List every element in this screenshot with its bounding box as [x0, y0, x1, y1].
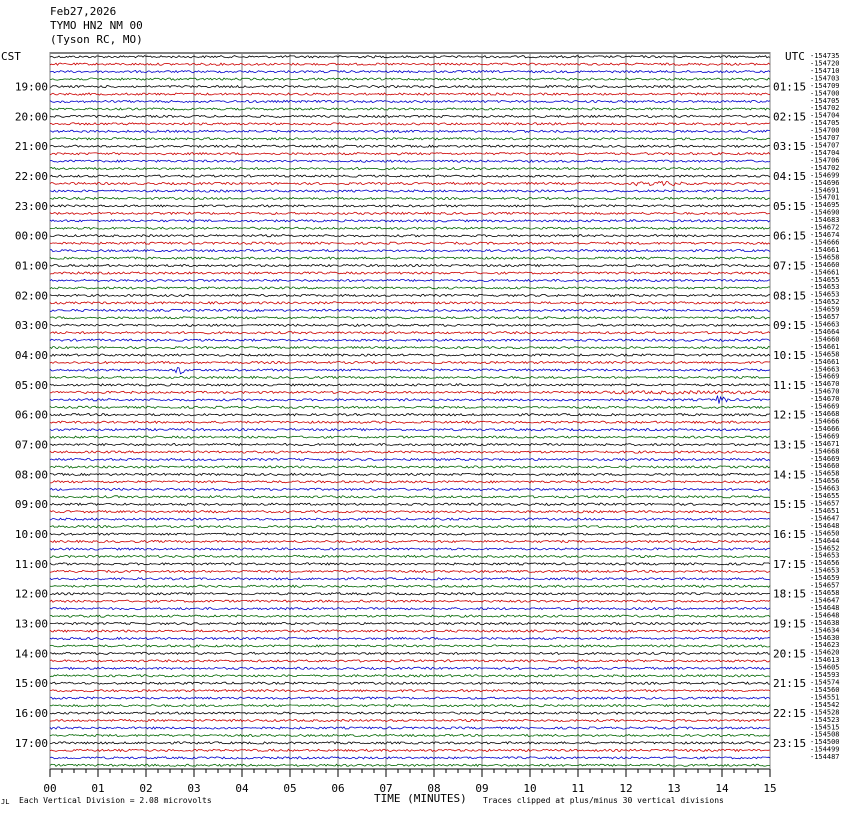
trace-offset-value: -154658 — [810, 253, 840, 262]
left-time-label: 08:00 — [14, 468, 48, 482]
left-time-label: 12:00 — [14, 587, 48, 601]
right-time-label: 11:15 — [773, 378, 807, 392]
trace-offset-value: -154660 — [810, 462, 840, 471]
x-tick-label: 06 — [331, 782, 345, 795]
trace-offset-value: -154661 — [810, 342, 840, 351]
trace-offset-value: -154648 — [810, 603, 840, 612]
left-time-label: 09:00 — [14, 498, 48, 512]
trace-offset-value: -154668 — [810, 447, 840, 456]
trace-offset-value: -154703 — [810, 74, 840, 83]
trace-line — [50, 481, 770, 483]
trace-line — [50, 86, 770, 88]
trace-offset-value: -154623 — [810, 641, 840, 650]
trace-line — [50, 197, 770, 199]
trace-line — [50, 585, 770, 587]
trace-offset-value: -154542 — [810, 700, 840, 709]
right-time-label: 19:15 — [773, 617, 807, 631]
trace-offset-value: -154663 — [810, 365, 840, 374]
trace-offset-value: -154659 — [810, 305, 840, 314]
right-time-label: 09:15 — [773, 319, 807, 333]
trace-offset-value: -154663 — [810, 484, 840, 493]
trace-offset-value: -154696 — [810, 178, 840, 187]
trace-line — [50, 608, 770, 610]
trace-line — [50, 749, 770, 751]
trace-line — [50, 451, 770, 453]
trace-offset-value: -154652 — [810, 298, 840, 307]
trace-line — [50, 623, 770, 625]
vertical-division-note: Each Vertical Division = 2.08 microvolts — [19, 796, 212, 805]
trace-offset-value: -154574 — [810, 678, 840, 687]
trace-line — [50, 205, 770, 207]
trace-line — [50, 368, 770, 374]
trace-offset-value: -154551 — [810, 693, 840, 702]
trace-offset-value: -154666 — [810, 238, 840, 247]
trace-offset-value: -154620 — [810, 648, 840, 657]
trace-line — [50, 190, 770, 192]
left-time-label: 20:00 — [14, 110, 48, 124]
trace-line — [50, 414, 770, 416]
trace-offset-value: -154707 — [810, 141, 840, 150]
trace-offset-value: -154669 — [810, 372, 840, 381]
trace-offset-value: -154634 — [810, 626, 840, 635]
trace-offset-value: -154700 — [810, 89, 840, 98]
trace-line — [50, 675, 770, 677]
right-time-label: 17:15 — [773, 557, 807, 571]
trace-offset-value: -154500 — [810, 738, 840, 747]
trace-line — [50, 287, 770, 289]
x-tick-label: 04 — [235, 782, 249, 795]
trace-offset-value: -154657 — [810, 581, 840, 590]
trace-line — [50, 123, 770, 125]
trace-line — [50, 705, 770, 707]
trace-offset-value: -154668 — [810, 410, 840, 418]
x-tick-label: 13 — [667, 782, 681, 795]
trace-line — [50, 511, 770, 513]
clip-note: Traces clipped at plus/minus 30 vertical divisions — [483, 796, 724, 805]
plot-date: Feb27,2026 — [50, 5, 117, 18]
trace-line — [50, 391, 770, 394]
trace-line — [50, 361, 770, 363]
trace-line — [50, 108, 770, 110]
trace-line — [50, 488, 770, 490]
x-tick-label: 01 — [91, 782, 105, 795]
trace-line — [50, 682, 770, 684]
right-time-label: 07:15 — [773, 259, 807, 273]
trace-line — [50, 630, 770, 632]
trace-offset-value: -154701 — [810, 193, 840, 202]
trace-offset-value: -154705 — [810, 119, 840, 128]
trace-line — [50, 667, 770, 669]
trace-line — [50, 242, 770, 244]
trace-line — [50, 645, 770, 647]
trace-offset-value: -154704 — [810, 148, 840, 157]
trace-offset-value: -154658 — [810, 589, 840, 597]
trace-offset-value: -154528 — [810, 708, 840, 717]
trace-line — [50, 697, 770, 699]
trace-line — [50, 473, 770, 475]
left-time-label: 19:00 — [14, 80, 48, 94]
x-tick-label: 11 — [571, 782, 585, 795]
trace-line — [50, 160, 770, 162]
trace-line — [50, 145, 770, 147]
trace-line — [50, 496, 770, 498]
trace-offset-value: -154661 — [810, 245, 840, 254]
trace-offset-value: -154669 — [810, 432, 840, 441]
cst-label: CST — [1, 50, 21, 63]
x-tick-label: 14 — [715, 782, 729, 795]
trace-line — [50, 181, 770, 185]
trace-line — [50, 757, 770, 759]
trace-line — [50, 764, 770, 766]
trace-offset-value: -154735 — [810, 52, 840, 60]
trace-line — [50, 324, 770, 326]
trace-offset-value: -154647 — [810, 514, 840, 523]
trace-offset-value: -154705 — [810, 96, 840, 105]
trace-offset-value: -154683 — [810, 216, 840, 225]
trace-line — [50, 466, 770, 468]
right-time-label: 20:15 — [773, 647, 807, 661]
right-time-label: 04:15 — [773, 170, 807, 184]
trace-offset-value: -154658 — [810, 469, 840, 478]
left-time-label: 23:00 — [14, 199, 48, 213]
trace-line — [50, 396, 770, 404]
trace-offset-value: -154499 — [810, 745, 840, 754]
trace-line — [50, 563, 770, 565]
trace-offset-value: -154613 — [810, 656, 840, 665]
trace-offset-value: -154702 — [810, 104, 840, 113]
trace-offset-value: -154669 — [810, 454, 840, 463]
trace-line — [50, 406, 770, 408]
trace-offset-value: -154709 — [810, 81, 840, 90]
trace-line — [50, 56, 770, 58]
trace-line — [50, 555, 770, 557]
trace-line — [50, 279, 770, 281]
x-tick-label: 12 — [619, 782, 633, 795]
trace-line — [50, 235, 770, 237]
x-axis-title: TIME (MINUTES) — [374, 792, 467, 805]
trace-offset-value: -154707 — [810, 134, 840, 143]
x-tick-label: 02 — [139, 782, 153, 795]
trace-offset-value: -154653 — [810, 290, 840, 299]
right-time-label: 15:15 — [773, 498, 807, 512]
right-time-label: 14:15 — [773, 468, 807, 482]
trace-line — [50, 503, 770, 505]
trace-line — [50, 153, 770, 155]
trace-offset-value: -154653 — [810, 551, 840, 560]
trace-offset-value: -154647 — [810, 596, 840, 605]
left-time-label: 04:00 — [14, 349, 48, 363]
trace-offset-value: -154690 — [810, 208, 840, 217]
trace-line — [50, 742, 770, 744]
trace-line — [50, 347, 770, 349]
trace-offset-value: -154672 — [810, 223, 840, 232]
trace-line — [50, 78, 770, 80]
trace-line — [50, 593, 770, 595]
x-tick-label: 00 — [43, 782, 57, 795]
trace-line — [50, 227, 770, 229]
trace-line — [50, 376, 770, 378]
trace-line — [50, 421, 770, 423]
left-time-label: 03:00 — [14, 319, 48, 333]
trace-offset-value: -154605 — [810, 663, 840, 672]
trace-line — [50, 548, 770, 550]
footer-mark: JL — [1, 798, 10, 806]
trace-line — [50, 712, 770, 714]
left-time-label: 05:00 — [14, 378, 48, 392]
trace-offset-value: -154658 — [810, 350, 840, 359]
trace-offset-value: -154652 — [810, 544, 840, 553]
left-time-label: 22:00 — [14, 170, 48, 184]
trace-offset-value: -154699 — [810, 171, 840, 180]
trace-line — [50, 734, 770, 736]
trace-offset-value: -154515 — [810, 723, 840, 732]
trace-line — [50, 719, 770, 721]
trace-line — [50, 339, 770, 341]
x-tick-label: 03 — [187, 782, 201, 795]
trace-offset-value: -154560 — [810, 685, 840, 694]
trace-offset-value: -154704 — [810, 111, 840, 120]
station-location: (Tyson RC, MO) — [50, 33, 143, 46]
left-time-label: 11:00 — [14, 557, 48, 571]
trace-line — [50, 518, 770, 520]
left-time-label: 06:00 — [14, 408, 48, 422]
trace-line — [50, 637, 770, 639]
trace-line — [50, 540, 770, 542]
trace-offset-value: -154648 — [810, 521, 840, 530]
right-time-label: 22:15 — [773, 707, 807, 721]
trace-offset-value: -154659 — [810, 574, 840, 583]
trace-line — [50, 660, 770, 662]
trace-line — [50, 265, 770, 267]
trace-line — [50, 250, 770, 252]
trace-line — [50, 600, 770, 602]
trace-line — [50, 354, 770, 356]
trace-offset-value: -154656 — [810, 559, 840, 568]
right-time-label: 13:15 — [773, 438, 807, 452]
trace-offset-value: -154630 — [810, 633, 840, 642]
right-time-label: 23:15 — [773, 736, 807, 750]
trace-offset-value: -154664 — [810, 327, 840, 336]
left-time-label: 17:00 — [14, 736, 48, 750]
right-time-label: 16:15 — [773, 528, 807, 542]
right-time-label: 05:15 — [773, 199, 807, 213]
x-tick-label: 09 — [475, 782, 489, 795]
trace-line — [50, 212, 770, 214]
trace-offset-value: -154661 — [810, 268, 840, 277]
trace-line — [50, 130, 770, 132]
trace-offset-value: -154638 — [810, 618, 840, 627]
trace-line — [50, 690, 770, 692]
left-time-label: 15:00 — [14, 677, 48, 691]
x-tick-label: 05 — [283, 782, 297, 795]
trace-offset-value: -154523 — [810, 715, 840, 724]
trace-offset-value: -154655 — [810, 492, 840, 501]
trace-line — [50, 168, 770, 170]
trace-line — [50, 570, 770, 572]
trace-offset-value: -154720 — [810, 59, 840, 68]
trace-line — [50, 138, 770, 140]
trace-offset-value: -154656 — [810, 477, 840, 486]
trace-offset-value: -154660 — [810, 260, 840, 269]
left-time-label: 07:00 — [14, 438, 48, 452]
x-tick-label: 08 — [427, 782, 441, 795]
trace-offset-value: -154695 — [810, 201, 840, 210]
right-time-label: 08:15 — [773, 289, 807, 303]
trace-offset-value: -154661 — [810, 357, 840, 366]
trace-line — [50, 294, 770, 296]
trace-line — [50, 309, 770, 311]
trace-offset-value: -154666 — [810, 424, 840, 433]
trace-offset-value: -154593 — [810, 671, 840, 680]
left-time-label: 02:00 — [14, 289, 48, 303]
x-tick-label: 15 — [763, 782, 777, 795]
trace-line — [50, 615, 770, 617]
trace-line — [50, 100, 770, 102]
left-time-label: 14:00 — [14, 647, 48, 661]
utc-label: UTC — [785, 50, 805, 63]
trace-line — [50, 578, 770, 580]
trace-offset-value: -154666 — [810, 417, 840, 426]
trace-line — [50, 71, 770, 73]
trace-offset-value: -154670 — [810, 395, 840, 404]
right-time-label: 03:15 — [773, 140, 807, 154]
x-tick-label: 10 — [523, 782, 537, 795]
x-tick-label: 07 — [379, 782, 393, 795]
station-name: TYMO HN2 NM 00 — [50, 19, 143, 32]
left-time-label: 21:00 — [14, 140, 48, 154]
trace-offset-value: -154670 — [810, 387, 840, 396]
trace-offset-value: -154657 — [810, 499, 840, 508]
trace-offset-value: -154651 — [810, 506, 840, 515]
trace-line — [50, 458, 770, 460]
trace-offset-value: -154653 — [810, 566, 840, 575]
trace-offset-value: -154706 — [810, 156, 840, 165]
trace-line — [50, 175, 770, 177]
trace-offset-value: -154657 — [810, 313, 840, 322]
trace-line — [50, 257, 770, 259]
trace-line — [50, 63, 770, 65]
trace-line — [50, 220, 770, 222]
trace-offset-value: -154655 — [810, 275, 840, 284]
right-time-label: 02:15 — [773, 110, 807, 124]
right-time-label: 18:15 — [773, 587, 807, 601]
trace-offset-value: -154508 — [810, 730, 840, 739]
trace-line — [50, 384, 770, 386]
right-time-label: 12:15 — [773, 408, 807, 422]
left-time-label: 01:00 — [14, 259, 48, 273]
trace-offset-value: -154710 — [810, 66, 840, 75]
trace-offset-value: -154653 — [810, 283, 840, 292]
trace-offset-value: -154669 — [810, 402, 840, 411]
trace-line — [50, 317, 770, 319]
trace-offset-value: -154691 — [810, 186, 840, 195]
trace-offset-value: -154660 — [810, 335, 840, 344]
trace-offset-value: -154487 — [810, 753, 840, 762]
trace-line — [50, 302, 770, 304]
left-time-label: 13:00 — [14, 617, 48, 631]
trace-offset-value: -154700 — [810, 126, 840, 135]
trace-line — [50, 436, 770, 438]
trace-offset-value: -154670 — [810, 380, 840, 389]
trace-offset-value: -154650 — [810, 529, 840, 538]
trace-line — [50, 272, 770, 274]
trace-line — [50, 429, 770, 431]
right-time-label: 21:15 — [773, 677, 807, 691]
trace-line — [50, 93, 770, 95]
right-time-label: 06:15 — [773, 229, 807, 243]
trace-line — [50, 115, 770, 117]
left-time-label: 00:00 — [14, 229, 48, 243]
left-time-label: 10:00 — [14, 528, 48, 542]
trace-line — [50, 526, 770, 528]
right-time-label: 01:15 — [773, 80, 807, 94]
trace-line — [50, 533, 770, 535]
trace-line — [50, 444, 770, 446]
trace-offset-value: -154663 — [810, 320, 840, 329]
trace-line — [50, 332, 770, 334]
left-time-label: 16:00 — [14, 707, 48, 721]
trace-offset-value: -154644 — [810, 536, 840, 545]
trace-offset-value: -154674 — [810, 231, 840, 239]
right-time-label: 10:15 — [773, 349, 807, 363]
trace-offset-value: -154648 — [810, 611, 840, 620]
trace-offset-value: -154671 — [810, 439, 840, 448]
trace-line — [50, 652, 770, 654]
trace-line — [50, 727, 770, 729]
trace-offset-value: -154702 — [810, 163, 840, 172]
